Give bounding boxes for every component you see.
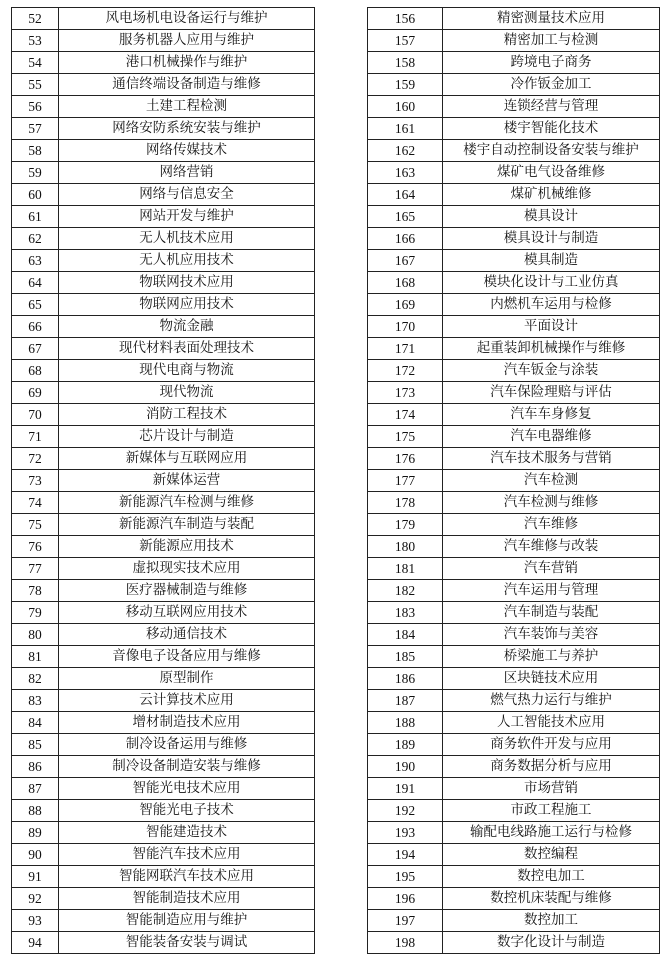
- table-row: [368, 404, 660, 426]
- major-name: 新媒体运营: [59, 470, 315, 492]
- table-row: [12, 8, 315, 30]
- table-row: [368, 272, 660, 294]
- major-name: 精密加工与检测: [443, 30, 660, 52]
- major-name: 物联网技术应用: [59, 272, 315, 294]
- major-name: 汽车检测与维修: [443, 492, 660, 514]
- major-name: 物联网应用技术: [59, 294, 315, 316]
- major-name: 楼宇智能化技术: [443, 118, 660, 140]
- row-number: 185: [368, 646, 443, 668]
- major-name: 医疗器械制造与维修: [59, 580, 315, 602]
- row-number: 179: [368, 514, 443, 536]
- major-name: 智能汽车技术应用: [59, 844, 315, 866]
- row-number: 182: [368, 580, 443, 602]
- row-number: 197: [368, 910, 443, 932]
- row-number: 168: [368, 272, 443, 294]
- table-row: [12, 74, 315, 96]
- table-row: [12, 360, 315, 382]
- table-row: [12, 52, 315, 74]
- row-number: 70: [12, 404, 59, 426]
- table-row: [368, 338, 660, 360]
- row-number: 74: [12, 492, 59, 514]
- major-name: 现代物流: [59, 382, 315, 404]
- table-row: [368, 624, 660, 646]
- row-number: 184: [368, 624, 443, 646]
- row-number: 67: [12, 338, 59, 360]
- major-name: 芯片设计与制造: [59, 426, 315, 448]
- major-name: 数控编程: [443, 844, 660, 866]
- row-number: 191: [368, 778, 443, 800]
- major-name: 无人机应用技术: [59, 250, 315, 272]
- table-row: [368, 712, 660, 734]
- table-row: [12, 162, 315, 184]
- table-row: [368, 96, 660, 118]
- major-name: 汽车检测: [443, 470, 660, 492]
- table-row: [12, 228, 315, 250]
- right-table-body: [368, 8, 660, 954]
- major-name: 汽车车身修复: [443, 404, 660, 426]
- row-number: 83: [12, 690, 59, 712]
- table-row: [12, 492, 315, 514]
- table-row: [368, 426, 660, 448]
- row-number: 165: [368, 206, 443, 228]
- row-number: 176: [368, 448, 443, 470]
- table-row: [368, 602, 660, 624]
- row-number: 181: [368, 558, 443, 580]
- row-number: 92: [12, 888, 59, 910]
- table-row: [368, 514, 660, 536]
- table-row: [12, 96, 315, 118]
- table-row: [368, 294, 660, 316]
- row-number: 91: [12, 866, 59, 888]
- table-row: [368, 228, 660, 250]
- row-number: 57: [12, 118, 59, 140]
- table-row: [12, 140, 315, 162]
- table-row: [12, 822, 315, 844]
- major-name: 精密测量技术应用: [443, 8, 660, 30]
- row-number: 157: [368, 30, 443, 52]
- row-number: 172: [368, 360, 443, 382]
- major-name: 增材制造技术应用: [59, 712, 315, 734]
- major-name: 现代材料表面处理技术: [59, 338, 315, 360]
- row-number: 171: [368, 338, 443, 360]
- major-name: 人工智能技术应用: [443, 712, 660, 734]
- table-row: [368, 734, 660, 756]
- table-row: [12, 250, 315, 272]
- row-number: 90: [12, 844, 59, 866]
- row-number: 78: [12, 580, 59, 602]
- major-name: 数字化设计与制造: [443, 932, 660, 954]
- row-number: 79: [12, 602, 59, 624]
- table-row: [12, 30, 315, 52]
- table-row: [368, 52, 660, 74]
- table-row: [12, 668, 315, 690]
- major-name: 无人机技术应用: [59, 228, 315, 250]
- major-name: 制冷设备制造安装与维修: [59, 756, 315, 778]
- major-name: 智能制造应用与维护: [59, 910, 315, 932]
- row-number: 183: [368, 602, 443, 624]
- major-name: 内燃机车运用与检修: [443, 294, 660, 316]
- table-row: [12, 888, 315, 910]
- table-row: [12, 866, 315, 888]
- major-name: 汽车营销: [443, 558, 660, 580]
- row-number: 58: [12, 140, 59, 162]
- table-row: [12, 712, 315, 734]
- row-number: 56: [12, 96, 59, 118]
- row-number: 86: [12, 756, 59, 778]
- major-name: 楼宇自动控制设备安装与维护: [443, 140, 660, 162]
- major-name: 智能光电技术应用: [59, 778, 315, 800]
- major-name: 模具设计: [443, 206, 660, 228]
- row-number: 65: [12, 294, 59, 316]
- major-name: 汽车运用与管理: [443, 580, 660, 602]
- table-row: [12, 448, 315, 470]
- major-name: 新媒体与互联网应用: [59, 448, 315, 470]
- major-name: 云计算技术应用: [59, 690, 315, 712]
- row-number: 190: [368, 756, 443, 778]
- row-number: 63: [12, 250, 59, 272]
- table-row: [12, 338, 315, 360]
- row-number: 159: [368, 74, 443, 96]
- table-row: [12, 404, 315, 426]
- table-row: [12, 558, 315, 580]
- major-name: 智能建造技术: [59, 822, 315, 844]
- row-number: 68: [12, 360, 59, 382]
- row-number: 169: [368, 294, 443, 316]
- row-number: 160: [368, 96, 443, 118]
- major-name: 汽车维修: [443, 514, 660, 536]
- table-row: [12, 470, 315, 492]
- row-number: 60: [12, 184, 59, 206]
- row-number: 62: [12, 228, 59, 250]
- row-number: 162: [368, 140, 443, 162]
- major-name: 现代电商与物流: [59, 360, 315, 382]
- table-row: [368, 888, 660, 910]
- table-row: [12, 580, 315, 602]
- row-number: 66: [12, 316, 59, 338]
- row-number: 187: [368, 690, 443, 712]
- row-number: 81: [12, 646, 59, 668]
- row-number: 173: [368, 382, 443, 404]
- table-row: [368, 668, 660, 690]
- table-row: [12, 734, 315, 756]
- table-row: [368, 866, 660, 888]
- row-number: 59: [12, 162, 59, 184]
- major-name: 服务机器人应用与维护: [59, 30, 315, 52]
- row-number: 174: [368, 404, 443, 426]
- row-number: 163: [368, 162, 443, 184]
- major-name: 移动互联网应用技术: [59, 602, 315, 624]
- row-number: 53: [12, 30, 59, 52]
- table-row: [12, 932, 315, 954]
- table-row: [12, 184, 315, 206]
- table-row: [12, 778, 315, 800]
- major-name: 汽车装饰与美容: [443, 624, 660, 646]
- table-row: [12, 426, 315, 448]
- major-name: 桥梁施工与养护: [443, 646, 660, 668]
- right-major-table: [367, 7, 660, 954]
- major-name: 原型制作: [59, 668, 315, 690]
- row-number: 166: [368, 228, 443, 250]
- major-name: 网络营销: [59, 162, 315, 184]
- table-row: [368, 118, 660, 140]
- major-name: 网站开发与维护: [59, 206, 315, 228]
- row-number: 55: [12, 74, 59, 96]
- table-row: [368, 140, 660, 162]
- table-row: [12, 800, 315, 822]
- row-number: 76: [12, 536, 59, 558]
- major-name: 汽车制造与装配: [443, 602, 660, 624]
- major-name: 冷作钣金加工: [443, 74, 660, 96]
- major-name: 制冷设备运用与维修: [59, 734, 315, 756]
- table-row: [12, 272, 315, 294]
- row-number: 73: [12, 470, 59, 492]
- major-name: 网络传媒技术: [59, 140, 315, 162]
- major-name: 数控电加工: [443, 866, 660, 888]
- table-row: [368, 30, 660, 52]
- table-row: [368, 8, 660, 30]
- major-name: 汽车维修与改装: [443, 536, 660, 558]
- table-row: [368, 756, 660, 778]
- table-row: [368, 448, 660, 470]
- table-row: [368, 910, 660, 932]
- table-row: [368, 932, 660, 954]
- row-number: 80: [12, 624, 59, 646]
- major-name: 港口机械操作与维护: [59, 52, 315, 74]
- row-number: 94: [12, 932, 59, 954]
- table-row: [12, 756, 315, 778]
- table-row: [368, 492, 660, 514]
- major-name: 新能源汽车制造与装配: [59, 514, 315, 536]
- table-row: [368, 382, 660, 404]
- table-row: [368, 778, 660, 800]
- table-row: [12, 118, 315, 140]
- major-name: 数控机床装配与维修: [443, 888, 660, 910]
- row-number: 198: [368, 932, 443, 954]
- major-name: 汽车技术服务与营销: [443, 448, 660, 470]
- row-number: 75: [12, 514, 59, 536]
- table-row: [368, 184, 660, 206]
- table-row: [12, 514, 315, 536]
- row-number: 89: [12, 822, 59, 844]
- table-row: [368, 250, 660, 272]
- row-number: 84: [12, 712, 59, 734]
- table-row: [368, 580, 660, 602]
- major-name: 输配电线路施工运行与检修: [443, 822, 660, 844]
- table-row: [368, 800, 660, 822]
- row-number: 54: [12, 52, 59, 74]
- table-row: [12, 910, 315, 932]
- major-name: 汽车保险理赔与评估: [443, 382, 660, 404]
- major-name: 燃气热力运行与维护: [443, 690, 660, 712]
- table-row: [368, 536, 660, 558]
- table-row: [368, 646, 660, 668]
- row-number: 87: [12, 778, 59, 800]
- row-number: 158: [368, 52, 443, 74]
- row-number: 93: [12, 910, 59, 932]
- major-name: 跨境电子商务: [443, 52, 660, 74]
- major-name: 智能装备安装与调试: [59, 932, 315, 954]
- left-table-body: [12, 8, 315, 954]
- major-name: 新能源应用技术: [59, 536, 315, 558]
- major-name: 市场营销: [443, 778, 660, 800]
- row-number: 64: [12, 272, 59, 294]
- row-number: 71: [12, 426, 59, 448]
- major-name: 市政工程施工: [443, 800, 660, 822]
- table-row: [368, 360, 660, 382]
- table-row: [12, 206, 315, 228]
- table-row: [368, 558, 660, 580]
- table-row: [368, 206, 660, 228]
- table-row: [368, 690, 660, 712]
- left-major-table: [11, 7, 315, 954]
- table-row: [12, 536, 315, 558]
- major-name: 汽车钣金与涂装: [443, 360, 660, 382]
- row-number: 192: [368, 800, 443, 822]
- table-row: [12, 844, 315, 866]
- major-name: 平面设计: [443, 316, 660, 338]
- row-number: 82: [12, 668, 59, 690]
- row-number: 180: [368, 536, 443, 558]
- major-name: 智能制造技术应用: [59, 888, 315, 910]
- table-row: [12, 294, 315, 316]
- row-number: 156: [368, 8, 443, 30]
- major-name: 消防工程技术: [59, 404, 315, 426]
- major-name: 虚拟现实技术应用: [59, 558, 315, 580]
- major-name: 通信终端设备制造与维修: [59, 74, 315, 96]
- row-number: 85: [12, 734, 59, 756]
- major-name: 模具设计与制造: [443, 228, 660, 250]
- row-number: 170: [368, 316, 443, 338]
- row-number: 175: [368, 426, 443, 448]
- table-row: [368, 162, 660, 184]
- major-name: 智能网联汽车技术应用: [59, 866, 315, 888]
- table-row: [12, 316, 315, 338]
- table-row: [368, 844, 660, 866]
- table-row: [368, 822, 660, 844]
- row-number: 186: [368, 668, 443, 690]
- major-name: 新能源汽车检测与维修: [59, 492, 315, 514]
- row-number: 52: [12, 8, 59, 30]
- row-number: 88: [12, 800, 59, 822]
- table-row: [368, 470, 660, 492]
- row-number: 164: [368, 184, 443, 206]
- row-number: 167: [368, 250, 443, 272]
- major-name: 汽车电器维修: [443, 426, 660, 448]
- row-number: 178: [368, 492, 443, 514]
- major-name: 起重装卸机械操作与维修: [443, 338, 660, 360]
- table-row: [12, 382, 315, 404]
- major-name: 煤矿机械维修: [443, 184, 660, 206]
- table-row: [12, 624, 315, 646]
- row-number: 193: [368, 822, 443, 844]
- major-name: 土建工程检测: [59, 96, 315, 118]
- major-name: 移动通信技术: [59, 624, 315, 646]
- table-row: [368, 74, 660, 96]
- row-number: 61: [12, 206, 59, 228]
- major-name: 网络与信息安全: [59, 184, 315, 206]
- row-number: 188: [368, 712, 443, 734]
- row-number: 161: [368, 118, 443, 140]
- major-name: 音像电子设备应用与维修: [59, 646, 315, 668]
- major-name: 数控加工: [443, 910, 660, 932]
- major-name: 物流金融: [59, 316, 315, 338]
- table-row: [12, 690, 315, 712]
- major-name: 模具制造: [443, 250, 660, 272]
- row-number: 77: [12, 558, 59, 580]
- table-row: [368, 316, 660, 338]
- major-name: 煤矿电气设备维修: [443, 162, 660, 184]
- row-number: 69: [12, 382, 59, 404]
- major-name: 连锁经营与管理: [443, 96, 660, 118]
- row-number: 194: [368, 844, 443, 866]
- row-number: 72: [12, 448, 59, 470]
- major-name: 网络安防系统安装与维护: [59, 118, 315, 140]
- row-number: 177: [368, 470, 443, 492]
- major-name: 模块化设计与工业仿真: [443, 272, 660, 294]
- major-name: 智能光电子技术: [59, 800, 315, 822]
- major-name: 区块链技术应用: [443, 668, 660, 690]
- table-row: [12, 602, 315, 624]
- table-row: [12, 646, 315, 668]
- major-name: 风电场机电设备运行与维护: [59, 8, 315, 30]
- major-name: 商务软件开发与应用: [443, 734, 660, 756]
- row-number: 189: [368, 734, 443, 756]
- row-number: 195: [368, 866, 443, 888]
- major-name: 商务数据分析与应用: [443, 756, 660, 778]
- row-number: 196: [368, 888, 443, 910]
